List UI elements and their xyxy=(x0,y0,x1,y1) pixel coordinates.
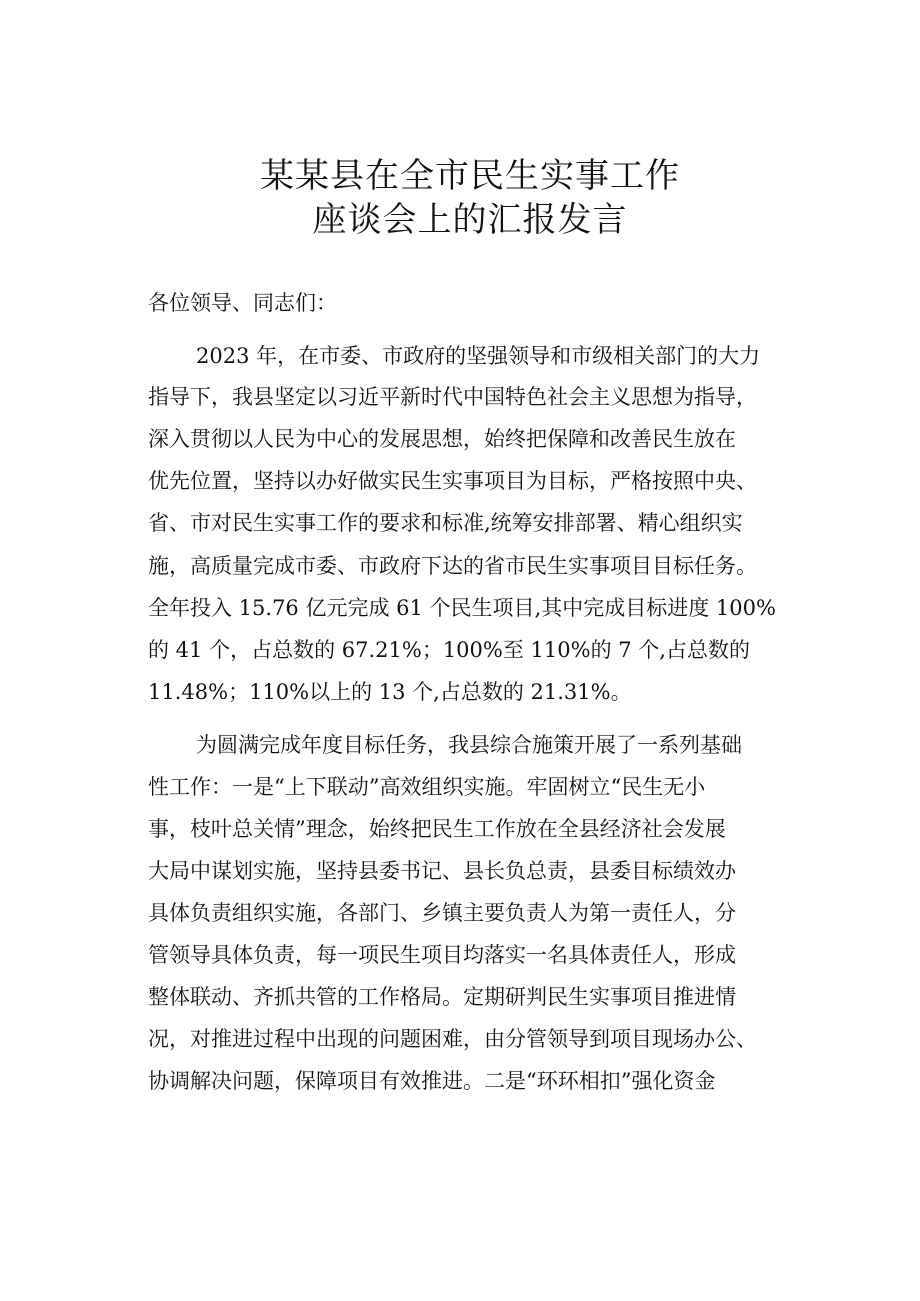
salutation: 各位领导、同志们： xyxy=(148,291,337,315)
paragraph-2-line-4: 大局中谋划实施，坚持县委书记、县长负总责，县委目标绩效办 xyxy=(148,859,736,883)
paragraph-2-line-2: 性工作：一是“上下联动”高效组织实施。牢固树立“民生无小 xyxy=(148,775,706,799)
paragraph-1-line-4: 优先位置，坚持以办好做实民生实事项目为目标，严格按照中央、 xyxy=(148,469,757,493)
paragraph-1-line-6: 施，高质量完成市委、市政府下达的省市民生实事项目目标任务。 xyxy=(148,554,757,578)
paragraph-1-line-5: 省、市对民生实事工作的要求和标准,统筹安排部署、精心组织实 xyxy=(148,511,743,535)
document-title-line-2: 座谈会上的汇报发言 xyxy=(312,200,628,240)
document-title-line-1: 某某县在全市民生实事工作 xyxy=(260,156,680,196)
paragraph-2-line-6: 管领导具体负责，每一项民生项目均落实一名具体责任人，形成 xyxy=(148,943,736,967)
paragraph-2-line-3: 事，枝叶总关情”理念，始终把民生工作放在全县经济社会发展 xyxy=(148,817,726,841)
paragraph-2-line-5: 具体负责组织实施，各部门、乡镇主要负责人为第一责任人，分 xyxy=(148,901,736,925)
paragraph-1-line-2: 指导下，我县坚定以习近平新时代中国特色社会主义思想为指导， xyxy=(148,385,757,409)
paragraph-2-line-9: 协调解决问题，保障项目有效推进。二是“环环相扣”强化资金 xyxy=(148,1069,716,1093)
paragraph-1-line-7: 全年投入 15.76 亿元完成 61 个民生项目,其中完成目标进度 100% xyxy=(148,596,776,620)
paragraph-1-line-8: 的 41 个，占总数的 67.21%；100%至 110%的 7 个,占总数的 xyxy=(148,638,750,662)
paragraph-1-line-3: 深入贯彻以人民为中心的发展思想，始终把保障和改善民生放在 xyxy=(148,427,736,451)
paragraph-2-line-1: 为圆满完成年度目标任务，我县综合施策开展了一系列基础 xyxy=(196,733,742,757)
paragraph-1-line-9: 11.48%；110%以上的 13 个,占总数的 21.31%。 xyxy=(148,680,632,704)
paragraph-1-line-1: 2023 年，在市委、市政府的坚强领导和市级相关部门的大力 xyxy=(196,344,761,368)
paragraph-2-line-8: 况，对推进过程中出现的问题困难，由分管领导到项目现场办公、 xyxy=(148,1027,757,1051)
paragraph-2-line-7: 整体联动、齐抓共管的工作格局。定期研判民生实事项目推进情 xyxy=(148,985,736,1009)
